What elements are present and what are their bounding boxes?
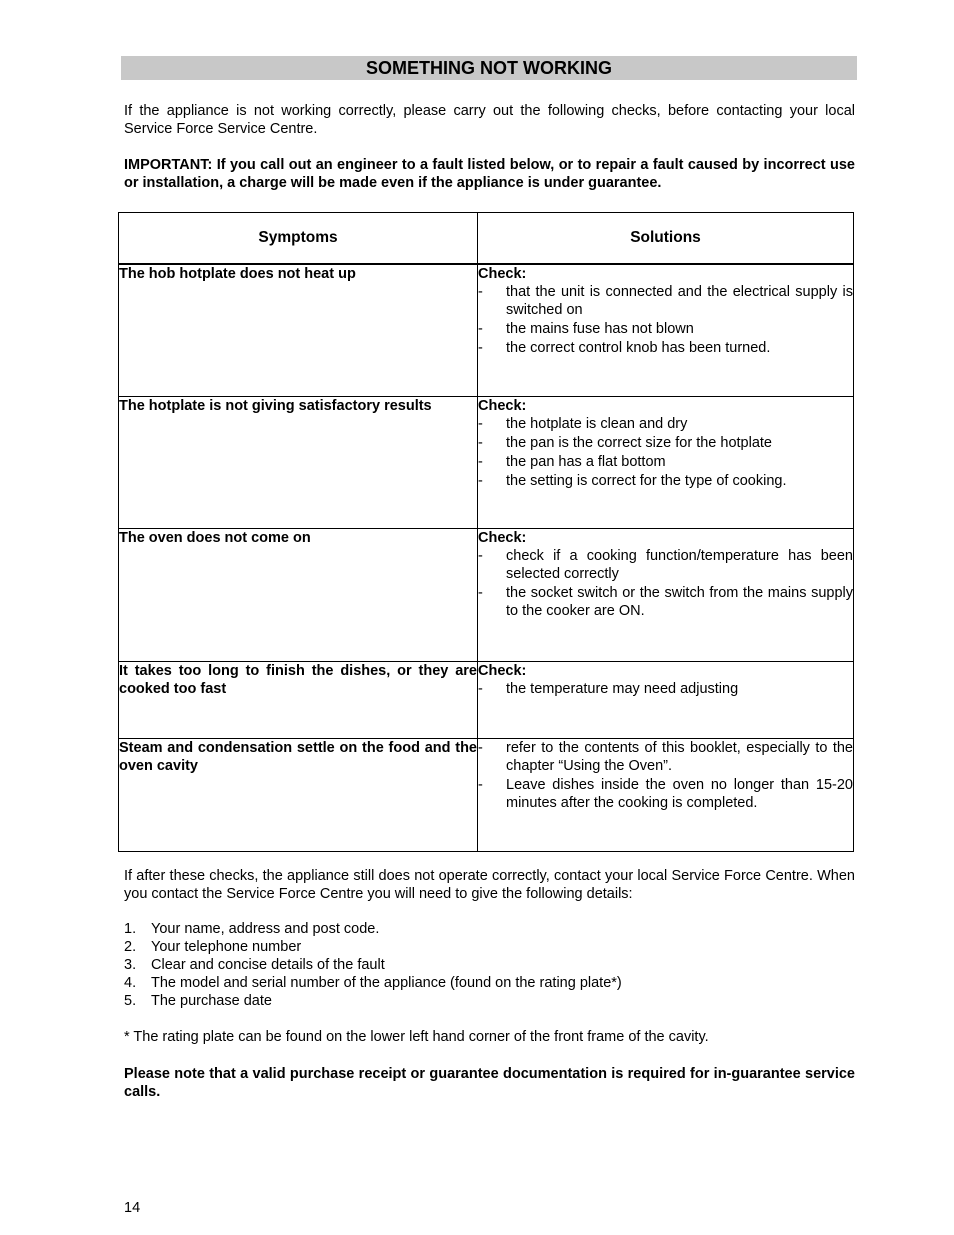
list-item: - the correct control knob has been turned. bbox=[478, 340, 771, 356]
check-label: Check: bbox=[478, 266, 527, 282]
after-checks-paragraph: If after these checks, the appliance still does not operate correctly, contact your local Service Force Centre. When you contact the Service Force Centre you will need to give the following details: bbox=[124, 868, 855, 902]
table-row bbox=[119, 264, 854, 396]
solution-cell bbox=[478, 396, 854, 528]
symptom-cell: It takes too long to finish the dishes, or they are cooked too fast bbox=[119, 661, 478, 738]
list-item: - the temperature may need adjusting bbox=[478, 680, 739, 697]
list-item: - the pan is the correct size for the hotplate bbox=[478, 434, 772, 451]
list-item: - Leave dishes inside the oven no longer than 15-20 minutes after the cooking is completed. bbox=[478, 776, 853, 811]
solutions-header: Solutions bbox=[478, 213, 854, 265]
list-item: - the mains fuse has not blown bbox=[478, 321, 694, 337]
symptom-cell: Steam and condensation settle on the food and the oven cavity bbox=[119, 738, 478, 851]
solution-cell bbox=[478, 661, 854, 738]
solution-list bbox=[478, 680, 853, 698]
section-title: SOMETHING NOT WORKING bbox=[366, 58, 612, 78]
solution-list bbox=[478, 283, 853, 357]
details-list bbox=[124, 920, 622, 1010]
important-notice: IMPORTANT: If you call out an engineer to a fault listed below, or to repair a fault caused by incorrect use or installation, a charge will be made even if the appliance is under guarantee. bbox=[124, 157, 855, 191]
symptom-cell: The hob hotplate does not heat up bbox=[119, 264, 478, 396]
section-title-bar bbox=[121, 56, 857, 80]
check-label: Check: bbox=[478, 397, 527, 414]
list-item: - refer to the contents of this booklet, especially to the chapter “Using the Oven”. bbox=[478, 739, 853, 774]
table-row bbox=[119, 396, 854, 528]
symptom-cell: The oven does not come on bbox=[119, 528, 478, 661]
list-item: 3. Clear and concise details of the fault bbox=[124, 957, 385, 973]
solution-cell bbox=[478, 528, 854, 661]
symptom-cell: The hotplate is not giving satisfactory results bbox=[119, 396, 478, 528]
troubleshooting-table bbox=[118, 212, 854, 852]
intro-paragraph: If the appliance is not working correctly, please carry out the following checks, before contacting your local Service Force Service Centre. bbox=[124, 103, 855, 137]
list-item: - the hotplate is clean and dry bbox=[478, 415, 688, 432]
receipt-note: Please note that a valid purchase receipt or guarantee documentation is required for in-guarantee service calls. bbox=[124, 1066, 855, 1100]
solution-cell bbox=[478, 264, 854, 396]
table-row bbox=[119, 528, 854, 661]
list-item: 2. Your telephone number bbox=[124, 939, 302, 955]
list-item: 1. Your name, address and post code. bbox=[124, 921, 380, 937]
rating-plate-note: * The rating plate can be found on the lower left hand corner of the front frame of the cavity. bbox=[124, 1029, 709, 1045]
list-item: - check if a cooking function/temperature has been selected correctly bbox=[478, 547, 853, 582]
solution-list bbox=[478, 739, 853, 812]
table-header-row bbox=[119, 213, 854, 265]
check-label: Check: bbox=[478, 529, 527, 546]
solution-list bbox=[478, 415, 853, 490]
list-item: - that the unit is connected and the electrical supply is switched on bbox=[478, 284, 853, 318]
check-label: Check: bbox=[478, 662, 527, 679]
list-item: 4. The model and serial number of the appliance (found on the rating plate*) bbox=[124, 975, 622, 991]
symptoms-header: Symptoms bbox=[119, 213, 478, 265]
table-row bbox=[119, 738, 854, 851]
table-row bbox=[119, 661, 854, 738]
list-item: - the setting is correct for the type of cooking. bbox=[478, 472, 787, 489]
list-item: - the socket switch or the switch from the mains supply to the cooker are ON. bbox=[478, 584, 853, 619]
solution-list bbox=[478, 547, 853, 620]
solution-cell bbox=[478, 738, 854, 851]
list-item: - the pan has a flat bottom bbox=[478, 453, 666, 470]
page-number: 14 bbox=[124, 1200, 141, 1216]
list-item: 5. The purchase date bbox=[124, 993, 272, 1009]
